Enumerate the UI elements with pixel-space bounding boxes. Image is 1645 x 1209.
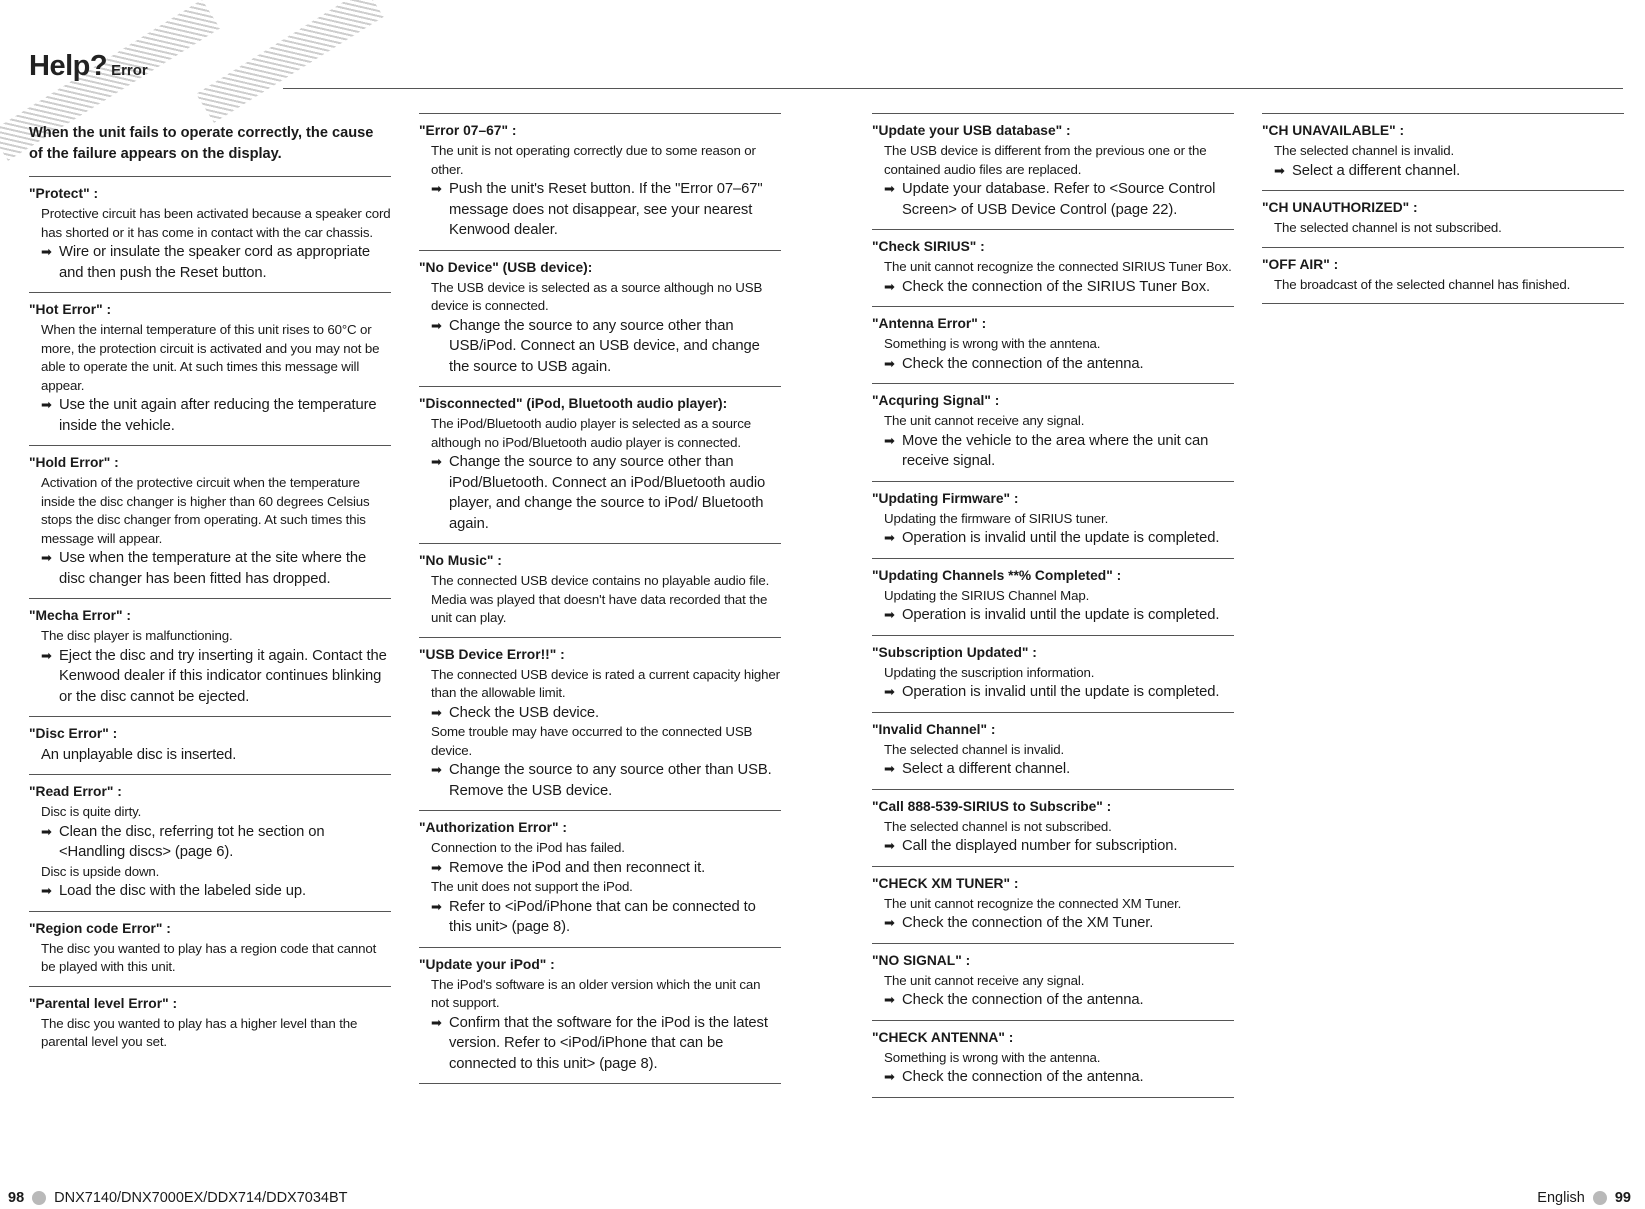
remedy-text: Change the source to any source other than USB/iPod. Connect an USB device, and change the source to USB again.: [449, 317, 760, 375]
error-entry: [419, 638, 781, 812]
right-arrow-icon: ➡: [884, 432, 895, 448]
remedy-text: Wire or insulate the speaker cord as appropriate and then push the Reset button.: [59, 244, 371, 281]
error-description: The connected USB device contains no playable audio file.: [431, 573, 770, 588]
remedy-action: [872, 179, 1234, 220]
remedy-text: Use when the temperature at the site where the disc changer has been fitted has dropped.: [59, 550, 367, 587]
error-description: The selected channel is not subscribed.: [884, 818, 1112, 834]
error-description: Updating the SIRIUS Channel Map.: [884, 587, 1090, 603]
right-arrow-icon: ➡: [431, 1014, 442, 1030]
error-title: "CH UNAVAILABLE" :: [1262, 123, 1405, 138]
remedy-action: [29, 548, 391, 589]
remedy-action: [29, 646, 391, 708]
error-description: The disc player is malfunctioning.: [41, 628, 233, 643]
error-title: "Disconnected" (iPod, Bluetooth audio player):: [419, 396, 728, 411]
page-number-right: 99: [1614, 1190, 1631, 1206]
error-title: "NO SIGNAL" :: [872, 952, 971, 968]
decorative-hatch-stripe: [196, 0, 384, 123]
error-description: The unit cannot receive any signal.: [884, 413, 1085, 428]
remedy-text: Check the connection of the XM Tuner.: [902, 915, 1154, 931]
error-entry: [29, 446, 391, 599]
error-entry: [419, 251, 781, 388]
error-entry: [419, 948, 781, 1085]
error-entry: [872, 114, 1234, 230]
error-title: "USB Device Error!!" :: [419, 646, 565, 662]
title-error: Error: [111, 62, 148, 79]
error-description: When the internal temperature of this unit rises to 60°C or more, the protection circuit is activated and you may not be able to operate the unit. At such times this message will appear.: [41, 322, 380, 393]
footer-dot-icon: [1593, 1191, 1607, 1205]
remedy-text: Operation is invalid until the update is completed.: [902, 607, 1220, 623]
error-title: "Mecha Error" :: [29, 608, 132, 623]
remedy-text: Select a different channel.: [902, 761, 1071, 777]
title-help: Help?: [29, 50, 108, 82]
error-entry: [872, 790, 1234, 867]
error-entry: [419, 544, 781, 638]
remedy-action: [29, 395, 391, 436]
right-arrow-icon: ➡: [884, 684, 895, 699]
remedy-action: [872, 836, 1234, 857]
remedy-action: [872, 759, 1234, 780]
error-entry: [872, 307, 1234, 384]
error-entry: [29, 177, 391, 293]
error-description: The disc you wanted to play has a higher level than the parental level you set.: [41, 1015, 358, 1049]
remedy-action: [29, 242, 391, 283]
remedy-action: [872, 277, 1234, 298]
error-entry: [29, 717, 391, 775]
right-arrow-icon: ➡: [884, 1069, 895, 1084]
remedy-text: Move the vehicle to the area where the unit can receive signal.: [902, 432, 1209, 469]
remedy-action: [872, 528, 1234, 549]
error-entry: [872, 1021, 1234, 1098]
error-title: "Region code Error" :: [29, 920, 171, 936]
error-title: "CH UNAUTHORIZED" :: [1262, 200, 1418, 215]
error-entry: [29, 912, 391, 987]
remedy-text: Operation is invalid until the update is completed.: [902, 530, 1220, 546]
error-entry: [29, 599, 391, 717]
remedy-text: Change the source to any source other than USB. Remove the USB device.: [449, 762, 772, 799]
page-number-left: 98: [8, 1190, 25, 1206]
remedy-text: Remove the iPod and then reconnect it.: [449, 859, 706, 876]
error-entry: [872, 713, 1234, 790]
error-title: "Call 888-539-SIRIUS to Subscribe" :: [872, 798, 1112, 814]
error-title: "Update your USB database" :: [872, 123, 1071, 138]
remedy-text: Refer to <iPod/iPhone that can be connected to this unit> (page 8).: [449, 898, 756, 935]
right-arrow-icon: ➡: [884, 181, 895, 196]
right-arrow-icon: ➡: [431, 704, 442, 720]
remedy-action: [872, 913, 1234, 934]
column-3: [872, 113, 1234, 1098]
error-description: The unit cannot recognize the connected SIRIUS Tuner Box.: [884, 259, 1232, 274]
error-description: The selected channel is not subscribed.: [1274, 220, 1502, 235]
error-description: Media was played that doesn't have data recorded that the unit can play.: [431, 591, 768, 625]
footer-right: [1537, 1190, 1631, 1206]
error-description: Something is wrong with the anntena.: [884, 336, 1101, 351]
error-title: "OFF AIR" :: [1262, 256, 1339, 272]
error-description: The connected USB device is rated a current capacity higher than the allowable limit.: [431, 666, 780, 700]
remedy-action: [419, 316, 781, 378]
error-title: "Protect" :: [29, 186, 99, 201]
error-description: The unit cannot receive any signal.: [884, 972, 1085, 988]
language-label: English: [1537, 1190, 1585, 1206]
remedy-action: [29, 881, 391, 902]
error-description: Connection to the iPod has failed.: [431, 840, 625, 855]
remedy-text: Check the connection of the antenna.: [902, 355, 1144, 372]
error-description: The unit cannot recognize the connected XM Tuner.: [884, 895, 1182, 911]
error-description: An unplayable disc is inserted.: [41, 747, 237, 763]
page-title: [29, 50, 148, 83]
remedy-text: Confirm that the software for the iPod is the latest version. Refer to <iPod/iPhone that can be connected to this unit> (page 8).: [449, 1014, 768, 1072]
right-arrow-icon: ➡: [884, 761, 895, 776]
error-title: "Disc Error" :: [29, 726, 118, 741]
remedy-action: [29, 822, 391, 863]
error-title: "Subscription Updated" :: [872, 644, 1037, 660]
right-arrow-icon: ➡: [431, 317, 442, 333]
error-description: Updating the firmware of SIRIUS tuner.: [884, 510, 1109, 526]
error-title: "Parental level Error" :: [29, 995, 178, 1011]
right-arrow-icon: ➡: [1274, 162, 1285, 178]
remedy-action: [872, 682, 1234, 703]
error-title: "Hold Error" :: [29, 455, 119, 470]
error-title: "Authorization Error" :: [419, 820, 567, 835]
right-arrow-icon: ➡: [41, 397, 52, 412]
remedy-action: [419, 858, 781, 879]
remedy-text: Change the source to any source other than iPod/Bluetooth. Connect an iPod/Bluetooth audio player, and change the source to iPod/ Bluetooth again.: [449, 454, 766, 532]
header-rule: [283, 88, 1623, 89]
error-title: "Acquring Signal" :: [872, 393, 1000, 408]
error-title: "Hot Error" :: [29, 302, 112, 317]
footer-dot-icon: [32, 1191, 46, 1205]
error-description: The disc you wanted to play has a region code that cannot be played with this unit.: [41, 940, 377, 974]
error-description: The selected channel is invalid.: [884, 741, 1064, 757]
right-arrow-icon: ➡: [431, 454, 442, 469]
error-description: The selected channel is invalid.: [1274, 143, 1454, 158]
remedy-action: [872, 354, 1234, 375]
right-arrow-icon: ➡: [431, 762, 442, 777]
error-title: "Error 07–67" :: [419, 123, 517, 138]
column-4: [1262, 113, 1624, 304]
error-entry: [419, 387, 781, 544]
column-2: [419, 113, 781, 1084]
remedy-action: [419, 897, 781, 938]
error-entry: [872, 482, 1234, 559]
remedy-action: [872, 431, 1234, 472]
right-arrow-icon: ➡: [41, 647, 52, 663]
error-entry: [419, 114, 781, 251]
right-arrow-icon: ➡: [884, 915, 895, 930]
right-arrow-icon: ➡: [884, 838, 895, 853]
error-title: "Antenna Error" :: [872, 316, 987, 331]
error-description: The broadcast of the selected channel has finished.: [1274, 276, 1571, 292]
remedy-text: Call the displayed number for subscription.: [902, 838, 1178, 854]
remedy-action: [419, 760, 781, 801]
right-arrow-icon: ➡: [431, 859, 442, 875]
error-title: "Updating Channels **% Completed" :: [872, 567, 1122, 583]
remedy-action: [1262, 161, 1624, 182]
right-arrow-icon: ➡: [884, 530, 895, 545]
error-title: "No Device" (USB device):: [419, 259, 593, 275]
right-arrow-icon: ➡: [431, 898, 442, 914]
error-description: Updating the suscription information.: [884, 664, 1095, 680]
error-description: Activation of the protective circuit when the temperature inside the disc changer is higher than 60 degrees Celsius stops the disc changer from operating. At such times this message will appear.: [41, 475, 370, 546]
error-description: The unit does not support the iPod.: [431, 879, 633, 894]
remedy-text: Clean the disc, referring tot he section on <Handling discs> (page 6).: [59, 823, 325, 860]
error-entry: [872, 867, 1234, 944]
error-entry: [872, 636, 1234, 713]
error-title: "CHECK ANTENNA" :: [872, 1029, 1014, 1045]
right-arrow-icon: ➡: [884, 355, 895, 371]
remedy-text: Select a different channel.: [1292, 162, 1461, 179]
remedy-action: [419, 1013, 781, 1075]
error-title: "No Music" :: [419, 553, 502, 568]
remedy-text: Check the connection of the antenna.: [902, 1069, 1144, 1085]
error-description: Some trouble may have occurred to the connected USB device.: [431, 724, 753, 758]
remedy-action: [872, 1067, 1234, 1088]
intro-text: When the unit fails to operate correctly, the cause of the failure appears on the display.: [29, 123, 391, 177]
remedy-text: Check the connection of the SIRIUS Tuner Box.: [902, 278, 1211, 295]
remedy-text: Load the disc with the labeled side up.: [59, 883, 306, 899]
remedy-action: [419, 452, 781, 534]
right-arrow-icon: ➡: [41, 823, 52, 839]
error-entry: [29, 987, 391, 1061]
error-title: "Check SIRIUS" :: [872, 239, 985, 254]
remedy-action: [872, 990, 1234, 1011]
error-description: The USB device is different from the previous one or the contained audio files are replaced.: [884, 143, 1207, 177]
remedy-action: [419, 703, 781, 724]
column-1: [29, 123, 391, 1061]
footer-left: [8, 1190, 348, 1206]
right-arrow-icon: ➡: [41, 244, 52, 259]
right-arrow-icon: ➡: [41, 550, 52, 565]
error-entry: [872, 384, 1234, 482]
right-arrow-icon: ➡: [884, 607, 895, 622]
error-entry: [872, 559, 1234, 636]
error-title: "CHECK XM TUNER" :: [872, 875, 1019, 891]
error-entry: [1262, 191, 1624, 248]
remedy-action: [872, 605, 1234, 626]
error-description: The iPod/Bluetooth audio player is selected as a source although no iPod/Bluetooth audio player is connected.: [431, 416, 751, 450]
remedy-action: [419, 179, 781, 241]
error-description: Something is wrong with the antenna.: [884, 1049, 1101, 1065]
right-arrow-icon: ➡: [884, 278, 895, 294]
error-entry: [872, 230, 1234, 307]
remedy-text: Eject the disc and try inserting it again. Contact the Kenwood dealer if this indicator continues blinking or the disc cannot be ejected.: [59, 647, 387, 705]
error-description: The unit is not operating correctly due to some reason or other.: [431, 143, 756, 177]
error-description: Disc is quite dirty.: [41, 804, 142, 819]
remedy-text: Use the unit again after reducing the temperature inside the vehicle.: [59, 397, 377, 434]
error-entry: [872, 944, 1234, 1021]
remedy-text: Check the connection of the antenna.: [902, 992, 1144, 1008]
error-title: "Updating Firmware" :: [872, 490, 1019, 506]
error-entry: [1262, 114, 1624, 191]
remedy-text: Check the USB device.: [449, 704, 600, 721]
error-entry: [29, 775, 391, 912]
error-title: "Invalid Channel" :: [872, 721, 996, 737]
error-description: Protective circuit has been activated because a speaker cord has shorted or it has come in contact with the car chassis.: [41, 206, 391, 240]
error-description: The USB device is selected as a source although no USB device is connected.: [431, 279, 763, 313]
remedy-text: Push the unit's Reset button. If the "Error 07–67" message does not disappear, see your nearest Kenwood dealer.: [449, 181, 763, 238]
error-description: Disc is upside down.: [41, 863, 160, 879]
right-arrow-icon: ➡: [41, 883, 52, 898]
error-title: "Update your iPod" :: [419, 956, 555, 972]
error-entry: [29, 293, 391, 446]
model-numbers: DNX7140/DNX7000EX/DDX714/DDX7034BT: [54, 1190, 348, 1206]
right-arrow-icon: ➡: [884, 992, 895, 1007]
remedy-text: Update your database. Refer to <Source Control Screen> of USB Device Control (page 22).: [902, 181, 1216, 218]
right-arrow-icon: ➡: [431, 181, 442, 196]
remedy-text: Operation is invalid until the update is completed.: [902, 684, 1220, 700]
error-entry: [419, 811, 781, 948]
error-title: "Read Error" :: [29, 784, 122, 799]
error-description: The iPod's software is an older version which the unit can not support.: [431, 976, 761, 1010]
error-entry: [1262, 248, 1624, 305]
